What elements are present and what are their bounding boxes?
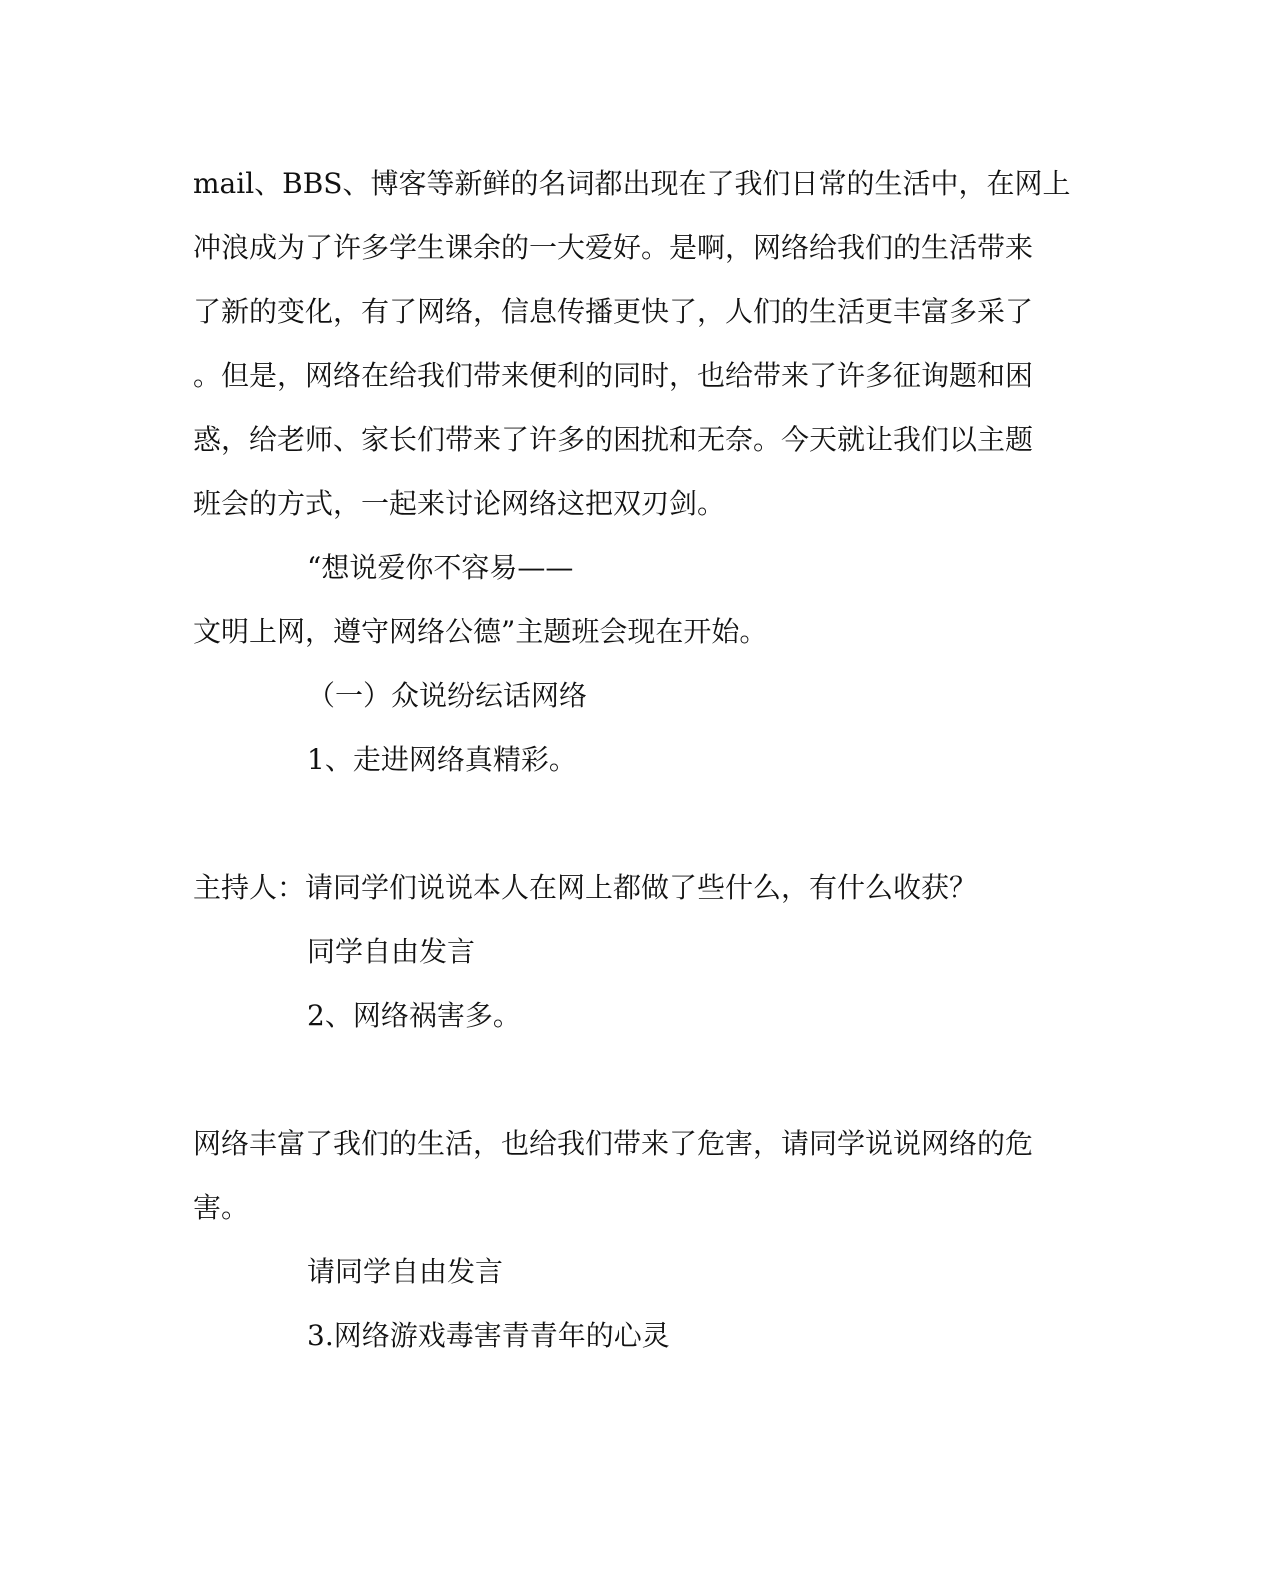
harm-paragraph-line-2: 害。 (193, 1191, 250, 1224)
item-1: 1、走进网络真精彩。 (307, 743, 577, 776)
paragraph-line-1: mail、BBS、博客等新鲜的名词都出现在了我们日常的生活中，在网上 (193, 167, 1071, 200)
host-prompt: 主持人：请同学们说说本人在网上都做了些什么，有什么收获？ (193, 871, 978, 904)
theme-line-2: 文明上网，遵守网络公德”主题班会现在开始。 (193, 615, 768, 648)
section-1-heading: （一）众说纷纭话网络 (307, 679, 588, 712)
theme-line-1: “想说爱你不容易—— (307, 551, 574, 584)
response-2: 请同学自由发言 (307, 1255, 504, 1288)
item-3: 3.网络游戏毒害青青年的心灵 (307, 1319, 670, 1352)
paragraph-line-4: 。但是，网络在给我们带来便利的同时，也给带来了许多征询题和困 (193, 359, 1034, 392)
paragraph-line-2: 冲浪成为了许多学生课余的一大爱好。是啊，网络给我们的生活带来 (193, 231, 1034, 264)
paragraph-line-6: 班会的方式，一起来讨论网络这把双刃剑。 (193, 487, 726, 520)
harm-paragraph-line-1: 网络丰富了我们的生活，也给我们带来了危害，请同学说说网络的危 (193, 1127, 1034, 1160)
response-1: 同学自由发言 (307, 935, 476, 968)
paragraph-line-3: 了新的变化，有了网络，信息传播更快了，人们的生活更丰富多采了 (193, 295, 1034, 328)
item-2: 2、网络祸害多。 (307, 999, 521, 1032)
paragraph-line-5: 惑，给老师、家长们带来了许多的困扰和无奈。今天就让我们以主题 (193, 423, 1034, 456)
